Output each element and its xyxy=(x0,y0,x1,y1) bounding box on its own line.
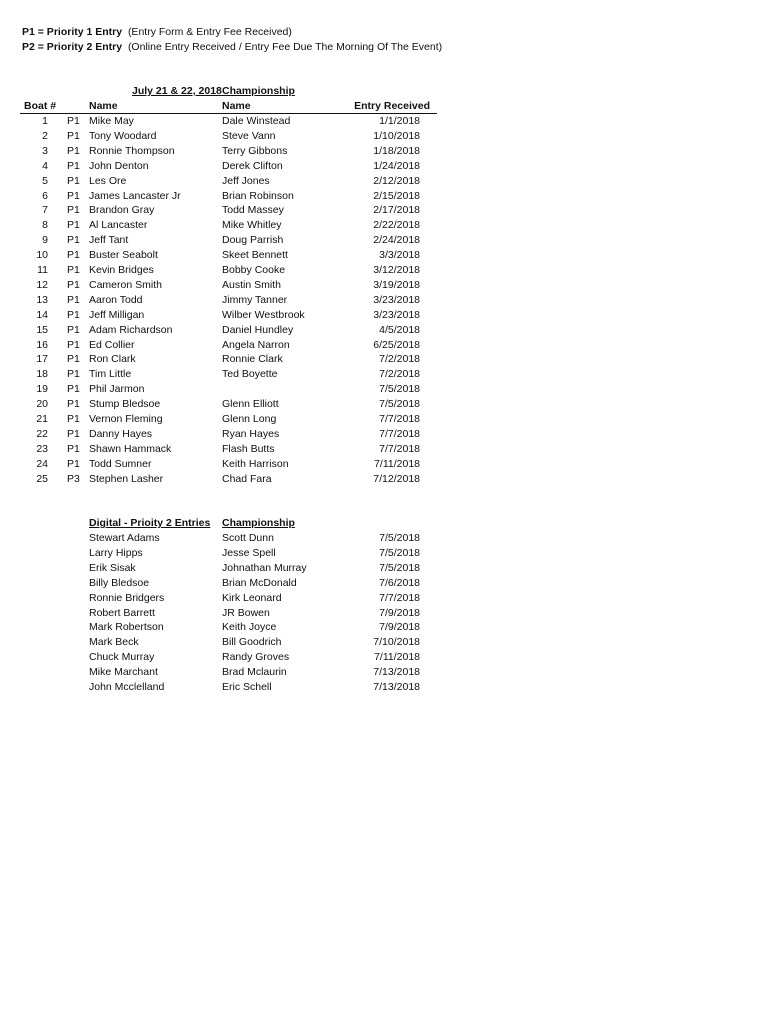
boat-number-cell: 24 xyxy=(36,457,48,470)
championship-name-cell: Skeet Bennett xyxy=(222,249,288,262)
table-row xyxy=(0,442,770,457)
digital-table-row xyxy=(0,576,770,591)
championship-name-cell: Keith Harrison xyxy=(222,457,289,470)
entry-date-cell: 2/24/2018 xyxy=(373,234,420,247)
priority-cell: P1 xyxy=(67,338,80,351)
boat-number-cell: 9 xyxy=(42,234,48,247)
priority-cell: P1 xyxy=(67,353,80,366)
entry-date-cell: 7/6/2018 xyxy=(379,576,420,589)
entry-date-cell: 1/24/2018 xyxy=(373,159,420,172)
boat-number-cell: 22 xyxy=(36,427,48,440)
digital-entries-heading: Digital - Prioity 2 Entries xyxy=(89,517,211,529)
championship-name-cell: Glenn Long xyxy=(222,413,277,425)
table-row xyxy=(0,323,770,338)
table-row xyxy=(0,397,770,412)
championship-name-cell: Jimmy Tanner xyxy=(222,293,288,306)
boat-number-cell: 2 xyxy=(42,129,48,142)
entrant-name-cell: Al Lancaster xyxy=(89,219,148,232)
priority-cell: P1 xyxy=(67,189,80,202)
entrant-name-cell: Billy Bledsoe xyxy=(89,576,150,589)
entry-date-cell: 7/5/2018 xyxy=(379,398,420,411)
entry-date-cell: 7/5/2018 xyxy=(379,532,420,544)
priority-cell: P1 xyxy=(67,129,80,142)
boat-number-cell: 3 xyxy=(42,144,48,157)
priority-cell: P1 xyxy=(67,159,80,172)
entry-date-cell: 7/5/2018 xyxy=(379,383,420,396)
entrant-name-cell: Aaron Todd xyxy=(89,293,143,306)
entry-date-cell: 2/15/2018 xyxy=(373,189,420,202)
entrant-name-cell: James Lancaster Jr xyxy=(89,189,181,202)
priority-cell: P1 xyxy=(67,293,80,306)
priority-cell: P1 xyxy=(67,323,80,336)
boat-number-cell: 12 xyxy=(36,278,48,291)
championship-name-cell: Wilber Westbrook xyxy=(222,308,305,321)
championship-name-cell: Derek Clifton xyxy=(222,159,283,172)
championship-name-cell: Steve Vann xyxy=(222,129,276,142)
entrant-name-cell: Mike May xyxy=(89,115,134,127)
championship-name-cell: Jeff Jones xyxy=(222,174,270,187)
table-row xyxy=(0,367,770,382)
entry-date-cell: 6/25/2018 xyxy=(373,338,420,351)
championship-name-cell: Dale Winstead xyxy=(222,115,291,127)
championship-name-cell: Brian McDonald xyxy=(222,576,297,589)
priority-cell: P1 xyxy=(67,413,80,425)
priority-cell: P1 xyxy=(67,144,80,157)
entry-date-cell: 7/11/2018 xyxy=(374,651,420,664)
table-row xyxy=(0,412,770,427)
championship-name-cell: Jesse Spell xyxy=(222,546,276,559)
entrant-name-cell: Chuck Murray xyxy=(89,651,155,664)
championship-name-cell: Glenn Elliott xyxy=(222,398,279,411)
entrant-name-cell: Cameron Smith xyxy=(89,278,162,291)
priority-cell: P1 xyxy=(67,234,80,247)
priority-cell: P1 xyxy=(67,219,80,232)
digital-table-row xyxy=(0,680,770,695)
priority-cell: P1 xyxy=(67,174,80,187)
digital-championship-heading: Championship xyxy=(222,517,295,529)
boat-number-cell: 5 xyxy=(42,174,48,187)
entrant-name-cell: Ronnie Bridgers xyxy=(89,591,165,604)
entry-date-cell: 2/17/2018 xyxy=(373,204,420,217)
priority-cell: P1 xyxy=(67,264,80,276)
entrant-name-cell: Shawn Hammack xyxy=(89,442,172,455)
table-row xyxy=(0,293,770,308)
table-row xyxy=(0,338,770,353)
entry-date-cell: 7/7/2018 xyxy=(379,442,420,455)
championship-name-cell: Scott Dunn xyxy=(222,532,274,544)
digital-table-row xyxy=(0,561,770,576)
table-row xyxy=(0,114,770,129)
entry-date-cell: 2/12/2018 xyxy=(373,174,420,187)
boat-number-cell: 21 xyxy=(36,413,48,425)
priority-cell: P1 xyxy=(67,115,80,127)
boat-number-cell: 1 xyxy=(42,115,48,127)
entrant-name-cell: Stephen Lasher xyxy=(89,472,164,485)
championship-name-cell: Angela Narron xyxy=(222,338,290,351)
entry-date-cell: 7/2/2018 xyxy=(379,368,420,381)
entry-date-cell: 7/9/2018 xyxy=(379,606,420,619)
table-row xyxy=(0,174,770,189)
championship-name-cell: Mike Whitley xyxy=(222,219,282,232)
table-row xyxy=(0,472,770,487)
table-row xyxy=(0,189,770,204)
boat-number-cell: 4 xyxy=(42,159,48,172)
table-row xyxy=(0,382,770,397)
championship-name-cell: Johnathan Murray xyxy=(222,561,307,574)
entry-date-cell: 1/18/2018 xyxy=(373,144,420,157)
entrant-name-cell: John Denton xyxy=(89,159,149,172)
championship-heading: Championship xyxy=(222,85,295,97)
entry-date-cell: 3/19/2018 xyxy=(373,278,420,291)
boat-number-cell: 11 xyxy=(37,264,48,276)
priority-cell: P1 xyxy=(67,368,80,381)
priority-cell: P1 xyxy=(67,427,80,440)
priority-cell: P1 xyxy=(67,249,80,262)
championship-name-column-header: Name xyxy=(222,100,251,112)
entrant-name-cell: Les Ore xyxy=(89,174,127,187)
priority-cell: P1 xyxy=(67,398,80,411)
entrant-name-cell: Mike Marchant xyxy=(89,666,158,679)
championship-name-cell: JR Bowen xyxy=(222,606,270,619)
championship-name-cell: Chad Fara xyxy=(222,472,272,485)
entrant-name-cell: Todd Sumner xyxy=(89,457,152,470)
table-row xyxy=(0,159,770,174)
boat-number-cell: 18 xyxy=(36,368,48,381)
entrant-name-cell: Mark Beck xyxy=(89,636,139,649)
championship-name-cell: Terry Gibbons xyxy=(222,144,288,157)
entrant-name-cell: Erik Sisak xyxy=(89,561,136,574)
table-row xyxy=(0,352,770,367)
priority-cell: P1 xyxy=(67,457,80,470)
legend-p1-description: (Entry Form & Entry Fee Received) xyxy=(127,26,292,38)
digital-table-row xyxy=(0,606,770,621)
entry-date-cell: 1/1/2018 xyxy=(379,115,420,127)
digital-table-row xyxy=(0,635,770,650)
boat-number-cell: 23 xyxy=(36,442,48,455)
digital-table-row xyxy=(0,531,770,546)
table-row xyxy=(0,308,770,323)
championship-name-cell: Ronnie Clark xyxy=(222,353,283,366)
entry-date-cell: 7/13/2018 xyxy=(373,681,420,693)
legend-p2 xyxy=(22,40,442,54)
championship-name-cell: Austin Smith xyxy=(222,278,281,291)
entry-date-cell: 7/5/2018 xyxy=(379,561,420,574)
entry-date-cell: 7/9/2018 xyxy=(379,621,420,634)
entrant-name-cell: Phil Jarmon xyxy=(89,383,145,396)
name-column-header: Name xyxy=(89,100,118,112)
entry-date-cell: 7/11/2018 xyxy=(374,457,420,470)
entrant-name-cell: Jeff Milligan xyxy=(89,308,145,321)
entry-date-cell: 7/10/2018 xyxy=(373,636,420,649)
table-row xyxy=(0,233,770,248)
entry-date-cell: 7/5/2018 xyxy=(379,546,420,559)
entry-date-cell: 3/3/2018 xyxy=(379,249,420,262)
boat-number-cell: 15 xyxy=(36,323,48,336)
entrant-name-cell: Ed Collier xyxy=(89,338,135,351)
entrant-name-cell: Robert Barrett xyxy=(89,606,155,619)
entry-date-cell: 7/12/2018 xyxy=(373,472,420,485)
table-row xyxy=(0,457,770,472)
championship-name-cell: Brad Mclaurin xyxy=(222,666,287,679)
championship-name-cell: Flash Butts xyxy=(222,442,275,455)
boat-number-cell: 16 xyxy=(36,338,48,351)
priority-cell: P1 xyxy=(67,204,80,217)
priority-cell: P1 xyxy=(67,442,80,455)
entry-received-column-header: Entry Received xyxy=(354,100,430,112)
championship-name-cell: Doug Parrish xyxy=(222,234,284,247)
table-row xyxy=(0,278,770,293)
entrant-name-cell: Ronnie Thompson xyxy=(89,144,175,157)
entrant-name-cell: Larry Hipps xyxy=(89,546,143,559)
championship-name-cell: Ryan Hayes xyxy=(222,427,280,440)
boat-number-cell: 7 xyxy=(42,204,48,217)
entrant-name-cell: John Mcclelland xyxy=(89,681,165,693)
legend-p2-description: (Online Entry Received / Entry Fee Due The Morning Of The Event) xyxy=(127,41,443,53)
entry-date-cell: 1/10/2018 xyxy=(373,129,420,142)
legend-p1 xyxy=(22,25,292,39)
boat-number-cell: 13 xyxy=(36,293,48,306)
championship-name-cell: Kirk Leonard xyxy=(222,591,282,604)
entrant-name-cell: Mark Robertson xyxy=(89,621,164,634)
championship-name-cell: Keith Joyce xyxy=(222,621,277,634)
legend-p1-label: P1 = Priority 1 Entry xyxy=(22,26,123,38)
championship-name-cell: Eric Schell xyxy=(222,681,272,693)
table-row xyxy=(0,263,770,278)
table-row xyxy=(0,218,770,233)
entry-date-cell: 4/5/2018 xyxy=(379,323,420,336)
championship-name-cell: Ted Boyette xyxy=(222,368,278,381)
boat-number-cell: 20 xyxy=(36,398,48,411)
entrant-name-cell: Tony Woodard xyxy=(89,129,157,142)
entrant-name-cell: Kevin Bridges xyxy=(89,264,154,276)
boat-number-cell: 8 xyxy=(42,219,48,232)
table-row xyxy=(0,144,770,159)
boat-number-cell: 17 xyxy=(36,353,48,366)
entry-date-cell: 7/7/2018 xyxy=(379,413,420,425)
digital-table-row xyxy=(0,591,770,606)
entrant-name-cell: Adam Richardson xyxy=(89,323,173,336)
boat-number-column-header: Boat # xyxy=(24,100,57,112)
championship-name-cell: Todd Massey xyxy=(222,204,284,217)
entry-date-cell: 7/7/2018 xyxy=(379,427,420,440)
championship-name-cell: Bobby Cooke xyxy=(222,264,286,276)
championship-name-cell: Bill Goodrich xyxy=(222,636,282,649)
digital-table-row xyxy=(0,665,770,680)
boat-number-cell: 25 xyxy=(36,472,48,485)
entrant-name-cell: Brandon Gray xyxy=(89,204,155,217)
boat-number-cell: 19 xyxy=(36,383,48,396)
legend-p2-label: P2 = Priority 2 Entry xyxy=(22,41,123,53)
entry-date-cell: 2/22/2018 xyxy=(373,219,420,232)
priority-cell: P1 xyxy=(67,308,80,321)
entry-date-cell: 3/12/2018 xyxy=(373,264,420,276)
priority-cell: P3 xyxy=(67,472,80,485)
priority-cell: P1 xyxy=(67,278,80,291)
boat-number-cell: 14 xyxy=(36,308,48,321)
digital-table-row xyxy=(0,546,770,561)
table-row xyxy=(0,203,770,218)
championship-name-cell: Randy Groves xyxy=(222,651,290,664)
event-date-heading: July 21 & 22, 2018 xyxy=(132,85,222,97)
entrant-name-cell: Ron Clark xyxy=(89,353,136,366)
entry-date-cell: 3/23/2018 xyxy=(373,293,420,306)
entry-date-cell: 7/2/2018 xyxy=(379,353,420,366)
championship-name-cell: Daniel Hundley xyxy=(222,323,294,336)
digital-table-row xyxy=(0,650,770,665)
digital-table-row xyxy=(0,620,770,635)
entrant-name-cell: Vernon Fleming xyxy=(89,413,163,425)
championship-name-cell: Brian Robinson xyxy=(222,189,294,202)
entry-date-cell: 7/7/2018 xyxy=(379,591,420,604)
boat-number-cell: 10 xyxy=(36,249,48,262)
entry-date-cell: 7/13/2018 xyxy=(373,666,420,679)
table-row xyxy=(0,129,770,144)
table-row xyxy=(0,427,770,442)
entrant-name-cell: Jeff Tant xyxy=(89,234,129,247)
entrant-name-cell: Buster Seabolt xyxy=(89,249,158,262)
boat-number-cell: 6 xyxy=(42,189,48,202)
entrant-name-cell: Stump Bledsoe xyxy=(89,398,161,411)
priority-cell: P1 xyxy=(67,383,80,396)
entry-date-cell: 3/23/2018 xyxy=(373,308,420,321)
entrant-name-cell: Tim Little xyxy=(89,368,132,381)
entrant-name-cell: Stewart Adams xyxy=(89,532,160,544)
entrant-name-cell: Danny Hayes xyxy=(89,427,153,440)
table-row xyxy=(0,248,770,263)
